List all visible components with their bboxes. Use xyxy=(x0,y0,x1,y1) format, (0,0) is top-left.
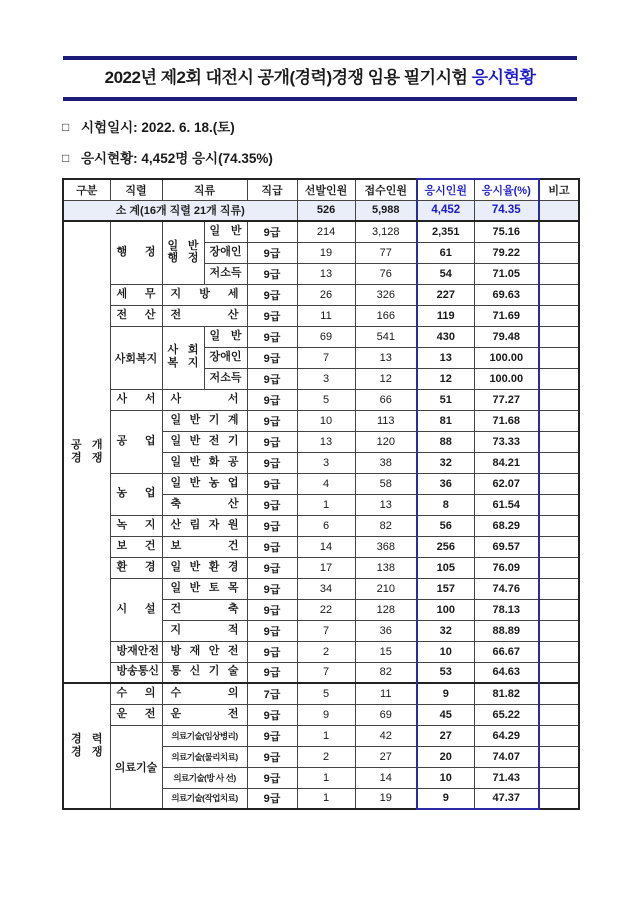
cell-category: 경 력 경 쟁 xyxy=(63,683,110,809)
cell-attended: 32 xyxy=(417,620,474,641)
cell-applied: 120 xyxy=(355,431,417,452)
column-header-1: 직렬 xyxy=(110,179,162,200)
cell-remark xyxy=(539,284,579,305)
cell-rate: 79.22 xyxy=(474,242,539,263)
cell-attended: 10 xyxy=(417,767,474,788)
cell-grade: 9급 xyxy=(247,620,297,641)
cell-grade: 9급 xyxy=(247,536,297,557)
cell-rate: 74.76 xyxy=(474,578,539,599)
cell-applied: 82 xyxy=(355,662,417,683)
cell-selected: 19 xyxy=(297,242,355,263)
cell-applied: 14 xyxy=(355,767,417,788)
cell-rate: 66.67 xyxy=(474,641,539,662)
cell-remark xyxy=(539,725,579,746)
cell-remark xyxy=(539,305,579,326)
cell-rate: 84.21 xyxy=(474,452,539,473)
cell-series: 시 설 xyxy=(110,578,162,641)
cell-attended: 81 xyxy=(417,410,474,431)
cell-selected: 214 xyxy=(297,221,355,242)
cell-grade: 9급 xyxy=(247,725,297,746)
cell-remark xyxy=(539,326,579,347)
cell-stream-group: 사 회 복 지 xyxy=(162,326,204,389)
cell-stream: 저 소 득 xyxy=(204,263,247,284)
cell-stream: 저 소 득 xyxy=(204,368,247,389)
cell-applied: 69 xyxy=(355,704,417,725)
cell-rate: 71.05 xyxy=(474,263,539,284)
cell-selected: 9 xyxy=(297,704,355,725)
cell-attended: 105 xyxy=(417,557,474,578)
cell-applied: 3,128 xyxy=(355,221,417,242)
cell-selected: 7 xyxy=(297,662,355,683)
cell-applied: 128 xyxy=(355,599,417,620)
cell-stream: 보 건 xyxy=(162,536,247,557)
cell-remark xyxy=(539,473,579,494)
page-title-main: 2022년 제2회 대전시 공개(경력)경쟁 임용 필기시험 xyxy=(104,68,468,87)
cell-remark xyxy=(539,452,579,473)
cell-applied: 12 xyxy=(355,368,417,389)
cell-attended: 13 xyxy=(417,347,474,368)
square-bullet-icon: □ xyxy=(62,120,70,134)
cell-selected: 17 xyxy=(297,557,355,578)
cell-rate: 81.82 xyxy=(474,683,539,704)
cell-rate: 47.37 xyxy=(474,788,539,809)
cell-applied: 113 xyxy=(355,410,417,431)
cell-attended: 51 xyxy=(417,389,474,410)
cell-attended: 8 xyxy=(417,494,474,515)
cell-selected: 5 xyxy=(297,389,355,410)
cell-stream: 의료기술(작업치료) xyxy=(162,788,247,809)
cell-stream: 지 방 세 xyxy=(162,284,247,305)
cell-rate: 61.54 xyxy=(474,494,539,515)
cell-applied: 77 xyxy=(355,242,417,263)
cell-rate: 79.48 xyxy=(474,326,539,347)
column-header-2: 직류 xyxy=(162,179,247,200)
cell-applied: 38 xyxy=(355,452,417,473)
cell-applied: 368 xyxy=(355,536,417,557)
cell-stream: 의료기술(방 사 선) xyxy=(162,767,247,788)
table-row xyxy=(63,536,579,557)
cell-remark xyxy=(539,515,579,536)
cell-rate: 74.07 xyxy=(474,746,539,767)
cell-series: 의료기술 xyxy=(110,725,162,809)
cell-selected: 10 xyxy=(297,410,355,431)
cell-selected: 5 xyxy=(297,683,355,704)
table-row xyxy=(63,641,579,662)
cell-series: 방 재 안 전 xyxy=(110,641,162,662)
cell-attended: 256 xyxy=(417,536,474,557)
cell-series: 녹 지 xyxy=(110,515,162,536)
cell-stream: 일 반 기 계 xyxy=(162,410,247,431)
cell-remark xyxy=(539,347,579,368)
cell-grade: 9급 xyxy=(247,578,297,599)
cell-applied: 82 xyxy=(355,515,417,536)
cell-stream: 운 전 xyxy=(162,704,247,725)
cell-applied: 11 xyxy=(355,683,417,704)
cell-remark xyxy=(539,704,579,725)
subtotal-applied: 5,988 xyxy=(355,200,417,221)
title-rule-top xyxy=(63,56,577,60)
cell-remark xyxy=(539,767,579,788)
table-body xyxy=(63,200,579,809)
cell-rate: 76.09 xyxy=(474,557,539,578)
cell-attended: 56 xyxy=(417,515,474,536)
cell-grade: 9급 xyxy=(247,452,297,473)
cell-series: 공 업 xyxy=(110,410,162,473)
cell-applied: 541 xyxy=(355,326,417,347)
cell-attended: 9 xyxy=(417,683,474,704)
cell-grade: 9급 xyxy=(247,515,297,536)
subtotal-rate: 74.35 xyxy=(474,200,539,221)
cell-selected: 13 xyxy=(297,263,355,284)
header-row xyxy=(63,179,579,200)
cell-applied: 66 xyxy=(355,389,417,410)
cell-applied: 42 xyxy=(355,725,417,746)
cell-applied: 76 xyxy=(355,263,417,284)
cell-attended: 119 xyxy=(417,305,474,326)
cell-selected: 1 xyxy=(297,788,355,809)
subtotal-row xyxy=(63,200,579,221)
table-row xyxy=(63,557,579,578)
cell-grade: 9급 xyxy=(247,767,297,788)
cell-grade: 9급 xyxy=(247,221,297,242)
cell-selected: 34 xyxy=(297,578,355,599)
cell-stream: 통 신 기 술 xyxy=(162,662,247,683)
column-header-0: 구분 xyxy=(63,179,110,200)
table-header xyxy=(63,179,579,200)
table-row xyxy=(63,662,579,683)
cell-remark xyxy=(539,662,579,683)
cell-stream: 수 의 xyxy=(162,683,247,704)
cell-stream: 지 적 xyxy=(162,620,247,641)
cell-attended: 36 xyxy=(417,473,474,494)
cell-remark xyxy=(539,557,579,578)
cell-attended: 54 xyxy=(417,263,474,284)
cell-applied: 326 xyxy=(355,284,417,305)
cell-stream: 일 반 전 기 xyxy=(162,431,247,452)
cell-grade: 9급 xyxy=(247,599,297,620)
cell-attended: 100 xyxy=(417,599,474,620)
cell-attended: 430 xyxy=(417,326,474,347)
cell-series: 농 업 xyxy=(110,473,162,515)
table-row xyxy=(63,683,579,704)
cell-grade: 9급 xyxy=(247,284,297,305)
column-header-3: 직급 xyxy=(247,179,297,200)
table-row xyxy=(63,473,579,494)
cell-stream: 일 반 화 공 xyxy=(162,452,247,473)
cell-rate: 64.29 xyxy=(474,725,539,746)
cell-stream: 의료기술(물리치료) xyxy=(162,746,247,767)
column-header-8: 비고 xyxy=(539,179,579,200)
cell-stream: 일 반 환 경 xyxy=(162,557,247,578)
cell-grade: 9급 xyxy=(247,263,297,284)
cell-stream: 축 산 xyxy=(162,494,247,515)
cell-remark xyxy=(539,599,579,620)
title-rule-bottom xyxy=(63,97,577,101)
cell-rate: 77.27 xyxy=(474,389,539,410)
cell-rate: 71.43 xyxy=(474,767,539,788)
cell-grade: 9급 xyxy=(247,641,297,662)
cell-selected: 7 xyxy=(297,620,355,641)
cell-remark xyxy=(539,494,579,515)
cell-remark xyxy=(539,578,579,599)
cell-remark xyxy=(539,788,579,809)
cell-grade: 9급 xyxy=(247,305,297,326)
subtotal-selected: 526 xyxy=(297,200,355,221)
cell-selected: 1 xyxy=(297,725,355,746)
cell-selected: 13 xyxy=(297,431,355,452)
table-row xyxy=(63,389,579,410)
cell-applied: 36 xyxy=(355,620,417,641)
cell-stream: 의료기술(임상병리) xyxy=(162,725,247,746)
cell-grade: 9급 xyxy=(247,494,297,515)
cell-rate: 100.00 xyxy=(474,368,539,389)
attendance-summary-line xyxy=(62,147,273,167)
table-row xyxy=(63,725,579,746)
cell-grade: 9급 xyxy=(247,368,297,389)
cell-applied: 58 xyxy=(355,473,417,494)
table-row xyxy=(63,578,579,599)
cell-selected: 14 xyxy=(297,536,355,557)
cell-attended: 10 xyxy=(417,641,474,662)
cell-remark xyxy=(539,536,579,557)
subtotal-remark xyxy=(539,200,579,221)
cell-selected: 11 xyxy=(297,305,355,326)
cell-rate: 75.16 xyxy=(474,221,539,242)
cell-selected: 1 xyxy=(297,494,355,515)
cell-rate: 100.00 xyxy=(474,347,539,368)
cell-series: 행 정 xyxy=(110,221,162,284)
cell-grade: 9급 xyxy=(247,704,297,725)
cell-attended: 88 xyxy=(417,431,474,452)
cell-stream: 산 림 자 원 xyxy=(162,515,247,536)
cell-applied: 138 xyxy=(355,557,417,578)
cell-grade: 9급 xyxy=(247,746,297,767)
cell-rate: 68.29 xyxy=(474,515,539,536)
cell-series: 사회복지 xyxy=(110,326,162,389)
cell-grade: 9급 xyxy=(247,557,297,578)
cell-applied: 13 xyxy=(355,494,417,515)
cell-grade: 9급 xyxy=(247,242,297,263)
cell-rate: 64.63 xyxy=(474,662,539,683)
cell-rate: 71.68 xyxy=(474,410,539,431)
cell-attended: 27 xyxy=(417,725,474,746)
cell-rate: 65.22 xyxy=(474,704,539,725)
cell-attended: 20 xyxy=(417,746,474,767)
cell-rate: 71.69 xyxy=(474,305,539,326)
cell-selected: 22 xyxy=(297,599,355,620)
cell-attended: 53 xyxy=(417,662,474,683)
cell-stream-group: 일 반 행 정 xyxy=(162,221,204,284)
column-header-4: 선발인원 xyxy=(297,179,355,200)
cell-attended: 45 xyxy=(417,704,474,725)
cell-stream: 일 반 토 목 xyxy=(162,578,247,599)
cell-remark xyxy=(539,410,579,431)
cell-remark xyxy=(539,263,579,284)
cell-selected: 2 xyxy=(297,746,355,767)
cell-remark xyxy=(539,221,579,242)
cell-stream: 일 반 xyxy=(204,326,247,347)
cell-stream: 장 애 인 xyxy=(204,242,247,263)
cell-selected: 26 xyxy=(297,284,355,305)
cell-stream: 일 반 농 업 xyxy=(162,473,247,494)
exam-date-line xyxy=(62,116,235,136)
cell-attended: 32 xyxy=(417,452,474,473)
cell-attended: 12 xyxy=(417,368,474,389)
table-row xyxy=(63,410,579,431)
column-header-6: 응시인원 xyxy=(417,179,474,200)
table-row xyxy=(63,515,579,536)
cell-category: 공 개 경 쟁 xyxy=(63,221,110,683)
cell-series: 방 송 통 신 xyxy=(110,662,162,683)
cell-applied: 166 xyxy=(355,305,417,326)
cell-selected: 6 xyxy=(297,515,355,536)
column-header-7: 응시율(%) xyxy=(474,179,539,200)
square-bullet-icon: □ xyxy=(62,151,70,165)
cell-series: 세 무 xyxy=(110,284,162,305)
cell-selected: 3 xyxy=(297,452,355,473)
cell-rate: 69.57 xyxy=(474,536,539,557)
cell-remark xyxy=(539,641,579,662)
cell-grade: 9급 xyxy=(247,473,297,494)
cell-grade: 7급 xyxy=(247,683,297,704)
subtotal-attended: 4,452 xyxy=(417,200,474,221)
table-row xyxy=(63,305,579,326)
cell-series: 전 산 xyxy=(110,305,162,326)
cell-series: 사 서 xyxy=(110,389,162,410)
cell-stream: 사 서 xyxy=(162,389,247,410)
cell-selected: 4 xyxy=(297,473,355,494)
cell-attended: 61 xyxy=(417,242,474,263)
cell-grade: 9급 xyxy=(247,788,297,809)
cell-selected: 3 xyxy=(297,368,355,389)
cell-remark xyxy=(539,683,579,704)
table-row xyxy=(63,221,579,242)
cell-attended: 157 xyxy=(417,578,474,599)
cell-applied: 27 xyxy=(355,746,417,767)
cell-series: 운 전 xyxy=(110,704,162,725)
table-row xyxy=(63,326,579,347)
subtotal-label: 소 계(16개 직렬 21개 직류) xyxy=(63,200,297,221)
cell-attended: 9 xyxy=(417,788,474,809)
cell-attended: 2,351 xyxy=(417,221,474,242)
cell-grade: 9급 xyxy=(247,431,297,452)
cell-grade: 9급 xyxy=(247,389,297,410)
attendance-table xyxy=(62,178,580,810)
cell-selected: 1 xyxy=(297,767,355,788)
cell-stream: 건 축 xyxy=(162,599,247,620)
cell-applied: 15 xyxy=(355,641,417,662)
cell-grade: 9급 xyxy=(247,410,297,431)
cell-series: 환 경 xyxy=(110,557,162,578)
page-title-highlight: 응시현황 xyxy=(471,68,536,87)
cell-remark xyxy=(539,242,579,263)
cell-selected: 7 xyxy=(297,347,355,368)
cell-attended: 227 xyxy=(417,284,474,305)
cell-remark xyxy=(539,746,579,767)
cell-stream: 장 애 인 xyxy=(204,347,247,368)
cell-rate: 69.63 xyxy=(474,284,539,305)
cell-applied: 13 xyxy=(355,347,417,368)
cell-grade: 9급 xyxy=(247,662,297,683)
cell-selected: 2 xyxy=(297,641,355,662)
exam-date-text: 시험일시: 2022. 6. 18.(토) xyxy=(81,120,235,135)
attendance-summary-text: 응시현황: 4,452명 응시(74.35%) xyxy=(81,151,273,166)
cell-stream: 전 산 xyxy=(162,305,247,326)
cell-rate: 62.07 xyxy=(474,473,539,494)
column-header-5: 접수인원 xyxy=(355,179,417,200)
table-row xyxy=(63,704,579,725)
cell-rate: 73.33 xyxy=(474,431,539,452)
cell-rate: 88.89 xyxy=(474,620,539,641)
cell-stream: 일 반 xyxy=(204,221,247,242)
cell-remark xyxy=(539,389,579,410)
cell-applied: 210 xyxy=(355,578,417,599)
cell-selected: 69 xyxy=(297,326,355,347)
cell-grade: 9급 xyxy=(247,347,297,368)
cell-remark xyxy=(539,431,579,452)
page-title xyxy=(55,63,585,88)
cell-grade: 9급 xyxy=(247,326,297,347)
cell-series: 보 건 xyxy=(110,536,162,557)
cell-rate: 78.13 xyxy=(474,599,539,620)
cell-series: 수 의 xyxy=(110,683,162,704)
table-row xyxy=(63,284,579,305)
cell-stream: 방 재 안 전 xyxy=(162,641,247,662)
cell-remark xyxy=(539,368,579,389)
cell-applied: 19 xyxy=(355,788,417,809)
cell-remark xyxy=(539,620,579,641)
